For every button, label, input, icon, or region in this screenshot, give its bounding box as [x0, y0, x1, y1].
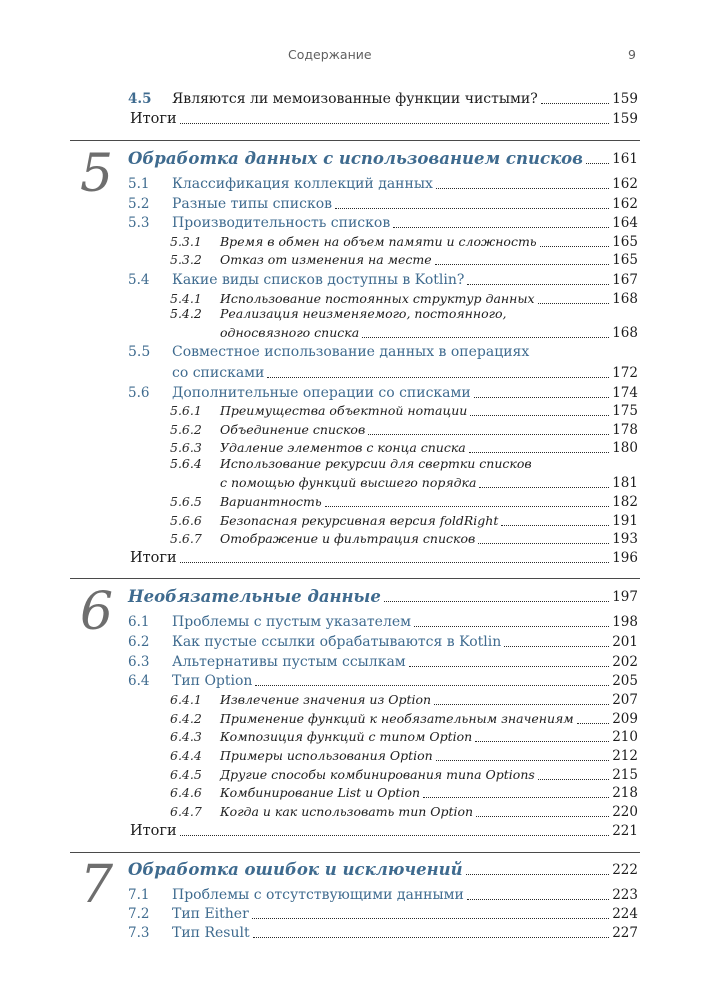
running-header	[0, 47, 702, 67]
entry-label: Извлечение значения из Option	[220, 692, 432, 707]
toc-entry-5-5[interactable]	[172, 362, 638, 382]
section-number: 5.6.7	[170, 531, 202, 546]
toc-entry-6-4-3[interactable]	[170, 726, 638, 746]
entry-label: Являются ли мемоизованные функции чистыми?	[172, 91, 538, 107]
leader-dots	[180, 123, 610, 124]
chapter-title: Обработка ошибок и исключений	[128, 860, 463, 879]
toc-entry-5-1[interactable]	[128, 173, 638, 193]
leader-dots	[423, 797, 609, 798]
toc-entry-7-3[interactable]	[128, 922, 638, 942]
entry-label: Другие способы комбинирования типа Options	[220, 767, 535, 782]
entry-label: Безопасная рекурсивная версия foldRight	[220, 513, 499, 528]
section-number: 6.4.3	[170, 729, 202, 744]
section-number: 6.1	[128, 614, 150, 630]
section-number: 6.3	[128, 654, 150, 670]
entry-label: Проблемы с пустым указателем	[172, 614, 412, 630]
page-number: 159	[612, 111, 638, 127]
entry-label: Композиция функций с типом Option	[220, 729, 473, 744]
entry-label-continued: односвязного списка	[220, 325, 360, 340]
entry-label: Тип Result	[172, 925, 250, 941]
page-number: 221	[612, 823, 638, 839]
toc-entry-6-4[interactable]	[128, 670, 638, 690]
section-number: 5.4.1	[170, 291, 202, 306]
leader-dots	[409, 666, 610, 667]
page-number: 162	[612, 176, 638, 192]
section-number: 6.4	[128, 673, 150, 689]
leader-dots	[335, 208, 609, 209]
toc-entry-5-6-7[interactable]	[170, 528, 638, 548]
toc-entry-summary-5[interactable]	[130, 547, 638, 567]
toc-entry-6-4-1[interactable]	[170, 689, 638, 709]
section-number: 6.4.5	[170, 767, 202, 782]
entry-label: Отказ от изменения на месте	[220, 252, 432, 267]
toc-entry-5-4-2-line1[interactable]	[170, 306, 507, 321]
chapter-number-6: 6	[80, 582, 114, 642]
section-number: 5.6.6	[170, 513, 202, 528]
page-number: 202	[612, 654, 638, 670]
entry-label: Время в обмен на объем памяти и сложность	[220, 234, 537, 249]
leader-dots	[180, 562, 610, 563]
toc-entry-5-6-6[interactable]	[170, 510, 638, 530]
page-number: 212	[612, 748, 638, 764]
entry-label: Производительность списков	[172, 215, 391, 231]
toc-entry-summary-6[interactable]	[130, 820, 638, 840]
leader-dots	[467, 899, 609, 900]
leader-dots	[255, 685, 609, 686]
section-number: 5.6.2	[170, 422, 202, 437]
entry-label-continued: со списками	[172, 365, 265, 381]
section-number: 5.6.4	[170, 456, 202, 471]
page-number: 220	[612, 804, 638, 820]
page-number: 224	[612, 906, 638, 922]
page-number: 201	[612, 634, 638, 650]
section-number: 5.4	[128, 272, 150, 288]
toc-entry-5-6-1[interactable]	[170, 400, 638, 420]
entry-label: Вариантность	[220, 494, 322, 509]
page-number: 215	[612, 767, 638, 783]
entry-label: Удаление элементов с конца списка	[220, 440, 466, 455]
section-number: 6.4.4	[170, 748, 202, 763]
entry-label: Итоги	[130, 111, 177, 127]
toc-entry-5-3[interactable]	[128, 212, 638, 232]
page-number: 168	[612, 291, 638, 307]
toc-entry-6-1[interactable]	[128, 611, 638, 631]
leader-dots	[252, 918, 609, 919]
leader-dots	[180, 835, 610, 836]
section-number: 5.2	[128, 196, 150, 212]
leader-dots	[467, 284, 609, 285]
entry-label: Реализация неизменяемого, постоянного,	[220, 306, 507, 321]
section-number: 7.3	[128, 925, 150, 941]
toc-entry-5-6-5[interactable]	[170, 491, 638, 511]
page-number: 196	[612, 550, 638, 566]
page-number: 180	[612, 440, 638, 456]
section-number: 6.4.6	[170, 785, 202, 800]
page-number: 227	[612, 925, 638, 941]
header-title: Содержание	[288, 47, 372, 62]
page-number: 207	[612, 692, 638, 708]
toc-entry-5-6-4[interactable]	[220, 472, 638, 492]
toc-entry-6-3[interactable]	[128, 651, 638, 671]
entry-label: Отображение и фильтрация списков	[220, 531, 476, 546]
entry-label: Разные типы списков	[172, 196, 333, 212]
page-number: 218	[612, 785, 638, 801]
entry-label: Какие виды списков доступны в Kotlin?	[172, 272, 465, 288]
chapter-title: Необязательные данные	[128, 587, 381, 606]
entry-label: Применение функций к необязательным значениям	[220, 711, 574, 726]
leader-dots	[436, 760, 610, 761]
entry-label: Проблемы с отсутствующими данными	[172, 887, 464, 903]
section-number: 5.3	[128, 215, 150, 231]
toc-entry-6-4-5[interactable]	[170, 764, 638, 784]
page-number: 193	[612, 531, 638, 547]
chapter-divider	[70, 140, 640, 141]
entry-label: Как пустые ссылки обрабатываются в Kotlin	[172, 634, 502, 650]
leader-dots	[586, 163, 609, 164]
leader-dots	[577, 723, 610, 724]
leader-dots	[504, 646, 609, 647]
section-number: 7.1	[128, 887, 150, 903]
page-number: 164	[612, 215, 638, 231]
entry-label: Использование рекурсии для свертки списков	[220, 456, 532, 471]
toc-chapter-5[interactable]	[128, 148, 638, 168]
leader-dots	[362, 337, 609, 338]
leader-dots	[469, 452, 609, 453]
page-number: 167	[612, 272, 638, 288]
toc-entry-5-6-4-line1[interactable]	[170, 456, 532, 471]
page-number: 209	[612, 711, 638, 727]
entry-label: Тип Option	[172, 673, 253, 689]
leader-dots	[540, 246, 610, 247]
page-number: 191	[612, 513, 638, 529]
entry-label: Альтернативы пустым ссылкам	[172, 654, 406, 670]
page-number: 205	[612, 673, 638, 689]
leader-dots	[538, 303, 610, 304]
leader-dots	[466, 874, 610, 875]
entry-label: Совместное использование данных в операциях	[172, 344, 530, 360]
leader-dots	[478, 543, 609, 544]
section-number: 4.5	[128, 91, 152, 107]
page-number: 159	[612, 91, 638, 107]
entry-label: Использование постоянных структур данных	[220, 291, 535, 306]
toc-entry-5-5-line1[interactable]	[128, 344, 530, 360]
entry-label: Тип Either	[172, 906, 249, 922]
section-number: 6.2	[128, 634, 150, 650]
toc-entry-5-3-2[interactable]	[170, 249, 638, 269]
entry-label-continued: с помощью функций высшего порядка	[220, 475, 477, 490]
toc-entry-5-4-1[interactable]	[170, 288, 638, 308]
section-number: 5.3.1	[170, 234, 202, 249]
leader-dots	[476, 816, 609, 817]
chapter-divider	[70, 852, 640, 853]
chapter-title: Обработка данных с использованием списков	[128, 149, 583, 168]
page-number: 165	[612, 234, 638, 250]
page-number: 178	[612, 422, 638, 438]
toc-entry-5-6[interactable]	[128, 382, 638, 402]
leader-dots	[325, 506, 610, 507]
leader-dots	[501, 525, 609, 526]
header-page-number: 9	[628, 47, 636, 62]
section-number: 5.6.1	[170, 403, 202, 418]
toc-entry-4-5[interactable]	[128, 88, 638, 108]
page-number: 223	[612, 887, 638, 903]
entry-label: Итоги	[130, 550, 177, 566]
leader-dots	[368, 434, 609, 435]
entry-label: Когда и как использовать тип Option	[220, 804, 474, 819]
section-number: 5.5	[128, 344, 151, 360]
toc-entry-5-3-1[interactable]	[170, 231, 638, 251]
toc-entry-5-4-2[interactable]	[220, 322, 638, 342]
leader-dots	[435, 264, 610, 265]
entry-label: Классификация коллекций данных	[172, 176, 433, 192]
section-number: 5.6	[128, 385, 150, 401]
chapter-divider	[70, 578, 640, 579]
entry-label: Итоги	[130, 823, 177, 839]
entry-label: Преимущества объектной нотации	[220, 403, 468, 418]
page-number: 165	[612, 252, 638, 268]
leader-dots	[434, 704, 609, 705]
leader-dots	[393, 227, 609, 228]
page-number: 197	[612, 589, 638, 605]
page-number: 210	[612, 729, 638, 745]
page-number: 172	[612, 365, 638, 381]
page-number: 181	[612, 475, 638, 491]
leader-dots	[414, 626, 609, 627]
toc-entry-summary-4[interactable]	[130, 108, 638, 128]
page-number: 198	[612, 614, 638, 630]
toc-entry-5-4[interactable]	[128, 269, 638, 289]
page-number: 182	[612, 494, 638, 510]
page-number: 174	[612, 385, 638, 401]
leader-dots	[474, 397, 609, 398]
leader-dots	[253, 937, 610, 938]
section-number: 5.6.3	[170, 440, 202, 455]
section-number: 6.4.2	[170, 711, 202, 726]
entry-label: Примеры использования Option	[220, 748, 433, 763]
leader-dots	[470, 415, 609, 416]
toc-entry-6-2[interactable]	[128, 631, 638, 651]
chapter-number-7: 7	[80, 855, 114, 915]
page-number: 168	[612, 325, 638, 341]
toc-entry-5-6-2[interactable]	[170, 419, 638, 439]
chapter-number-5: 5	[80, 144, 114, 204]
section-number: 5.6.5	[170, 494, 202, 509]
leader-dots	[475, 741, 609, 742]
leader-dots	[538, 779, 609, 780]
section-number: 6.4.7	[170, 804, 202, 819]
toc-entry-7-1[interactable]	[128, 884, 638, 904]
leader-dots	[384, 601, 609, 602]
toc-entry-6-4-7[interactable]	[170, 801, 638, 821]
leader-dots	[541, 103, 609, 104]
section-number: 5.1	[128, 176, 150, 192]
toc-chapter-7[interactable]	[128, 859, 638, 879]
leader-dots	[267, 377, 609, 378]
entry-label: Объединение списков	[220, 422, 366, 437]
entry-label: Дополнительные операции со списками	[172, 385, 471, 401]
toc-chapter-6[interactable]	[128, 586, 638, 606]
page-number: 162	[612, 196, 638, 212]
leader-dots	[479, 487, 609, 488]
toc-entry-7-2[interactable]	[128, 903, 638, 923]
leader-dots	[436, 188, 609, 189]
toc-entry-6-4-2[interactable]	[170, 708, 638, 728]
section-number: 5.3.2	[170, 252, 202, 267]
page-number: 222	[612, 862, 638, 878]
section-number: 7.2	[128, 906, 150, 922]
section-number: 5.4.2	[170, 306, 202, 321]
section-number: 6.4.1	[170, 692, 202, 707]
toc-entry-5-6-3[interactable]	[170, 437, 638, 457]
page-number: 161	[612, 151, 638, 167]
entry-label: Комбинирование List и Option	[220, 785, 421, 800]
toc-entry-6-4-6[interactable]	[170, 782, 638, 802]
toc-entry-6-4-4[interactable]	[170, 745, 638, 765]
toc-entry-5-2[interactable]	[128, 193, 638, 213]
page-number: 175	[612, 403, 638, 419]
